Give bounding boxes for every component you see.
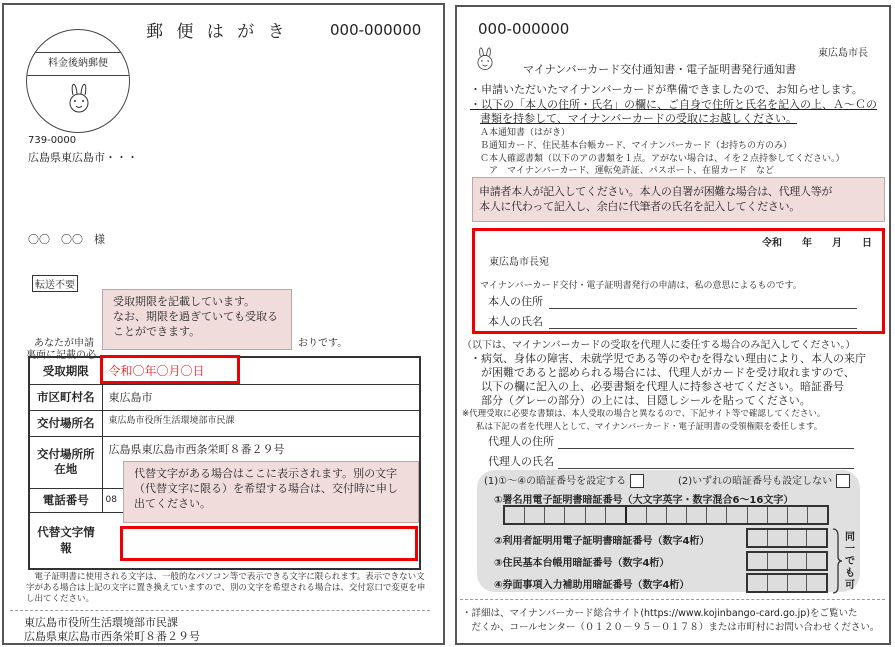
intro-text: おりです。: [298, 338, 348, 349]
callout-line: （代替文字に限る）を希望する場合は、交付時に申し: [134, 482, 398, 495]
table-row: [29, 410, 420, 436]
same-ok-label: 同一でも可: [845, 532, 855, 591]
row-value: 08: [102, 488, 420, 512]
proxy-note: ※代理受取に必要な書類は、本人受取の場合と異なるので、下記サイト等で確認してください。: [462, 409, 826, 419]
recipient-address: 広島県東広島市・・・: [28, 151, 138, 164]
field-label: 代理人の住所: [488, 435, 554, 448]
pin1-input[interactable]: [503, 505, 829, 525]
addressee: 東広島市長宛: [489, 257, 549, 268]
row-label: 交付場所名: [29, 410, 102, 436]
rabbit-icon: [65, 78, 93, 114]
field-label: 本人の氏名: [488, 315, 543, 328]
doc-item: Ｂ通知カード、住民基本台帳カード、マイナンバーカード（お持ちの方のみ）: [480, 141, 792, 151]
notice-title: マイナンバーカード交付通知書・電子証明書発行通知書: [523, 63, 797, 76]
pin1-label: ①署名用電子証明書暗証番号（大文字英字・数字混合6～16文字）: [494, 495, 794, 506]
proxy-address-field[interactable]: [488, 433, 854, 449]
issuer: 東広島市長: [818, 48, 868, 59]
postcard-title: 郵 便 は が き: [146, 22, 289, 42]
details-text: だくか、コールセンター（０１２０－９５－０１７８）または市町村にお問い合わせください。: [462, 622, 880, 633]
no-forward-label: 転送不要: [32, 275, 78, 292]
notice-number: 000-000000: [478, 20, 570, 38]
self-name-field[interactable]: [488, 313, 857, 329]
signer-callout: [472, 177, 885, 222]
pin4-input[interactable]: [746, 573, 828, 593]
alt-char-callout: [123, 461, 419, 523]
row-value: 広島県東広島市西条栄町８番２９号: [102, 436, 420, 488]
row-label: 代替文字情報: [29, 512, 102, 569]
sender-office: 東広島市役所生活環境部市民課: [24, 616, 178, 629]
divider: [460, 599, 885, 600]
row-value: 東広島市役所生活環境部市民課: [102, 410, 420, 436]
deadline-callout: [102, 289, 292, 350]
brace-icon: [832, 528, 842, 594]
row-label: 交付場所所在地: [29, 436, 102, 488]
proxy-header: （以下は、マイナンバーカードの受取を代理人に委任する場合のみ記入してください。）: [462, 340, 856, 351]
proxy-text: ・病気、身体の障害、未就学児である等のやむを得ない理由により、本人の来庁: [470, 352, 866, 365]
row-value: 東広島市: [102, 384, 420, 410]
bullet: ・以下の「本人の住所・氏名」の欄に、ご自身で住所と氏名を記入の上、Ａ～Ｃの: [470, 98, 877, 111]
checkbox[interactable]: [630, 474, 644, 488]
deadline-highlight: [100, 355, 240, 384]
pin-option-none[interactable]: [678, 472, 854, 488]
doc-item: ア マイナンバーカード、運転免許証、パスポート、在留カード など: [480, 166, 774, 176]
delegation-text: 私は下記の者を代理人として、マイナンバーカード・電子証明書の受領権限を委任します。: [476, 422, 823, 432]
callout-line: 受取期限を記載しています。: [113, 295, 256, 308]
callout-line: 本人に代わって記入し、余白に代筆者の氏名を記入してください。: [479, 200, 800, 213]
notice-number: 000-000000: [330, 21, 422, 39]
intro-text: あなたが申請: [34, 338, 94, 349]
option-label: (1)①～④の暗証番号を設定する: [484, 476, 627, 487]
postage-stamp: [26, 29, 130, 133]
bullet: 書類を持参して、マイナンバーカードの受取にお越しください。: [480, 112, 798, 125]
rabbit-icon: [474, 42, 496, 72]
stamp-label: 料金後納郵便: [27, 52, 129, 76]
callout-line: 申請者本人が記入してください。本人の自署が困難な場合は、代理人等が: [479, 185, 833, 198]
callout-line: 代替文字がある場合はここに表示されます。別の文字: [134, 467, 398, 480]
option-label: (2)いずれの暗証番号も設定しない: [678, 476, 833, 487]
proxy-name-field[interactable]: [488, 453, 854, 469]
sender-address: 広島県東広島市西条栄町８番２９号: [24, 630, 200, 643]
proxy-text: 部分（グレーの部分）の上には、目隠しシールを貼ってください。: [470, 394, 811, 407]
footnote: 電子証明書に使用される文字は、一般的なパソコン等で表示できる文字に限られます。表示できない文字がある場合は上記の文字に置き換えていますので、別の文字を希望される場合は、交付窓口で変更を申し出てください。: [26, 572, 426, 604]
details-text: ・詳細は、マイナンバーカード総合サイト(https://www.kojinbango-card.go.jp)をご覧いた: [462, 608, 858, 619]
self-address-field[interactable]: [488, 293, 857, 309]
doc-item: Ａ本通知書（はがき）: [480, 128, 571, 138]
row-label: 受取期限: [29, 357, 102, 384]
checkbox[interactable]: [836, 474, 850, 488]
pin2-input[interactable]: [746, 528, 828, 548]
declaration: マイナンバーカード交付・電子証明書発行の申請は、私の意思によるものです。: [480, 281, 802, 291]
field-label: 代理人の氏名: [488, 455, 554, 468]
bullet: ・申請いただいたマイナンバーカードが準備できましたので、お知らせします。: [470, 83, 863, 96]
divider: [10, 610, 430, 611]
table-row: [29, 384, 420, 410]
callout-line: 出てください。: [134, 497, 211, 510]
field-label: 本人の住所: [488, 295, 543, 308]
doc-item: Ｃ本人確認書類（以下のアの書類を１点。アがない場合は、イを２点持参してください。）: [480, 154, 845, 164]
date-line: 令和 年 月 日: [762, 238, 872, 249]
postal-code: 739-0000: [28, 135, 77, 146]
callout-line: ことができます。: [113, 325, 201, 338]
row-label: 市区町村名: [29, 384, 102, 410]
pin3-label: ③住民基本台帳用暗証番号（数字4桁）: [494, 558, 670, 569]
intro-text: 裏面に記載の必: [26, 350, 96, 361]
deadline-value: 令和〇年〇月〇日: [102, 357, 420, 384]
pin4-label: ④券面事項入力補助用暗証番号（数字4桁）: [494, 580, 690, 591]
pin-option-set[interactable]: [484, 472, 648, 488]
recipient-name: 〇〇 〇〇 様: [28, 233, 105, 246]
proxy-text: が困難であると認められる場合には、代理人がカードを受け取れますので、: [470, 366, 855, 379]
row-label: 電話番号: [29, 488, 102, 512]
callout-line: なお、期限を過ぎていても受取る: [113, 310, 278, 323]
pin2-label: ②利用者証明用電子証明書暗証番号（数字4桁）: [494, 536, 710, 547]
proxy-text: 以下の欄に記入の上、必要書類を代理人に持参させてください。暗証番号: [470, 380, 844, 393]
pin3-input[interactable]: [746, 551, 828, 571]
alt-char-highlight: [120, 526, 418, 561]
